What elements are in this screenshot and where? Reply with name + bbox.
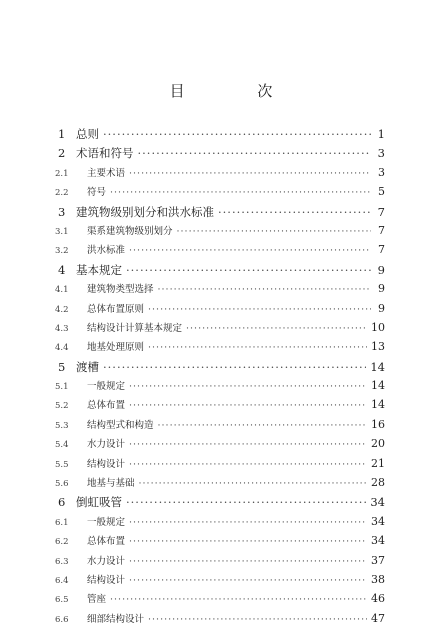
dot-leader (158, 420, 367, 431)
toc-entry-page: 7 (378, 243, 385, 257)
toc-entry-number: 5.1 (55, 382, 69, 393)
toc-entry-page: 9 (377, 262, 385, 277)
dot-leader (129, 556, 367, 567)
toc-entry-number: 6.3 (55, 556, 69, 567)
toc-entry-page: 13 (371, 340, 385, 354)
toc-entry-5-1[interactable] (55, 378, 385, 397)
toc-entry-number: 4 (58, 262, 66, 277)
toc-entry-page: 9 (378, 282, 385, 296)
toc-entry-page: 28 (371, 476, 385, 490)
toc-entry-title: 结构型式和构造 (87, 419, 154, 431)
toc-entry-number: 4.1 (55, 285, 69, 296)
toc-entry-page: 7 (377, 204, 385, 219)
toc-entry-page: 34 (371, 514, 385, 528)
toc-entry-title: 渠系建筑物级别划分 (87, 225, 173, 237)
toc-entry-6-4[interactable] (55, 572, 385, 591)
toc-entry-6-2[interactable] (55, 533, 385, 552)
toc-entry-5-4[interactable] (55, 436, 385, 455)
toc-entry-1[interactable] (55, 126, 385, 145)
dot-leader (126, 263, 371, 277)
toc-entry-5-2[interactable] (55, 397, 385, 416)
toc-entry-3-2[interactable] (55, 242, 385, 261)
toc-entry-title: 总体布置 (87, 400, 126, 412)
toc-entry-page: 7 (378, 223, 385, 237)
dot-leader (129, 459, 367, 470)
dot-leader (129, 245, 371, 256)
toc-entry-title: 结构设计 (87, 574, 126, 586)
toc-entry-page: 34 (371, 534, 385, 548)
toc-entry-3-1[interactable] (55, 223, 385, 242)
toc-entry-page: 14 (371, 379, 385, 393)
toc-entry-3[interactable] (55, 204, 385, 223)
dot-leader (103, 127, 371, 141)
toc-entry-page: 20 (371, 437, 385, 451)
toc-entry-5[interactable] (55, 359, 385, 378)
toc-entry-number: 4.2 (55, 304, 69, 315)
toc-entry-title: 地基与基础 (87, 478, 135, 490)
toc-entry-title: 总体布置原则 (87, 303, 145, 315)
dot-leader (129, 575, 367, 586)
toc-entry-number: 6.6 (55, 614, 69, 625)
dot-leader (110, 187, 371, 198)
toc-entry-title: 建筑物级别划分和洪水标准 (76, 204, 214, 219)
toc-entry-page: 21 (371, 456, 385, 470)
toc-entry-number: 1 (58, 127, 66, 141)
toc-entry-title: 管座 (87, 594, 107, 606)
toc-entry-page: 9 (378, 301, 385, 315)
toc-entry-number: 5.5 (55, 459, 69, 470)
toc-entry-2-2[interactable] (55, 184, 385, 203)
toc-entry-page: 14 (370, 359, 385, 374)
toc-entry-page: 34 (370, 495, 385, 510)
dot-leader (126, 495, 366, 509)
toc-entry-4-2[interactable] (55, 301, 385, 320)
toc-entry-title: 一般规定 (87, 381, 126, 393)
toc-entry-page: 38 (371, 572, 385, 586)
toc-entry-title: 建筑物类型选择 (87, 284, 154, 296)
dot-leader (129, 439, 367, 450)
toc-entry-title: 一般规定 (87, 516, 126, 528)
toc-entry-4-1[interactable] (55, 281, 385, 300)
toc-entry-4[interactable] (55, 262, 385, 281)
toc-entry-title: 主要术语 (87, 167, 126, 179)
toc-entry-page: 10 (371, 320, 385, 334)
toc-entry-title: 地基处理原则 (87, 342, 145, 354)
toc-entry-number: 5.3 (55, 420, 69, 431)
toc-entry-title: 总体布置 (87, 536, 126, 548)
toc-entry-page: 46 (371, 592, 385, 606)
dot-leader (129, 168, 371, 179)
toc-entry-4-4[interactable] (55, 339, 385, 358)
toc-entry-4-3[interactable] (55, 320, 385, 339)
toc-entry-6-5[interactable] (55, 591, 385, 610)
toc-entry-title: 结构设计计算基本规定 (87, 322, 183, 334)
toc-entry-title: 符号 (87, 187, 107, 199)
dot-leader (129, 536, 367, 547)
toc-entry-6[interactable] (55, 494, 385, 513)
toc-entry-page: 3 (377, 146, 385, 161)
toc-entry-number: 6.4 (55, 575, 69, 586)
dot-leader (139, 478, 367, 489)
toc-entry-5-5[interactable] (55, 456, 385, 475)
toc-entry-2[interactable] (55, 145, 385, 164)
toc-entry-number: 6.2 (55, 537, 69, 548)
toc-entry-title: 总则 (76, 127, 99, 141)
toc-entry-5-3[interactable] (55, 417, 385, 436)
dot-leader (186, 323, 367, 334)
toc-entry-title: 细部结构设计 (87, 613, 145, 625)
toc-entry-title: 渡槽 (76, 359, 99, 374)
toc-entry-number: 5.4 (55, 440, 69, 451)
dot-leader (129, 517, 367, 528)
toc-entry-number: 2.1 (55, 168, 69, 179)
toc-entry-page: 14 (371, 398, 385, 412)
toc-entry-page: 37 (371, 553, 385, 567)
dot-leader (148, 614, 367, 625)
toc-entry-5-6[interactable] (55, 475, 385, 494)
toc-entry-number: 5.2 (55, 401, 69, 412)
toc-entry-6-1[interactable] (55, 514, 385, 533)
toc-entry-number: 6 (58, 495, 66, 510)
dot-leader (129, 400, 367, 411)
toc-entry-number: 3 (58, 204, 66, 219)
toc-entry-6-6[interactable] (55, 611, 385, 630)
toc-entry-page: 1 (377, 127, 385, 141)
dot-leader (110, 594, 367, 605)
toc-entry-number: 4.4 (55, 343, 69, 354)
dot-leader (177, 226, 371, 237)
toc-entry-number: 5.6 (55, 479, 69, 490)
dot-leader (138, 146, 372, 160)
toc-entry-title: 结构设计 (87, 458, 126, 470)
toc-entry-page: 16 (371, 417, 385, 431)
dot-leader (129, 381, 367, 392)
dot-leader (103, 360, 366, 374)
table-of-contents (55, 126, 385, 630)
toc-entry-title: 洪水标准 (87, 245, 126, 257)
toc-entry-number: 2 (58, 146, 66, 161)
toc-entry-title: 倒虹吸管 (76, 495, 122, 510)
toc-entry-page: 3 (378, 165, 385, 179)
toc-entry-number: 6.5 (55, 595, 69, 606)
dot-leader (148, 304, 371, 315)
dot-leader (218, 205, 371, 219)
toc-entry-2-1[interactable] (55, 165, 385, 184)
dot-leader (158, 284, 371, 295)
toc-entry-page: 5 (378, 185, 385, 199)
dot-leader (148, 342, 367, 353)
toc-entry-number: 2.2 (55, 188, 69, 199)
toc-entry-number: 4.3 (55, 323, 69, 334)
toc-entry-6-3[interactable] (55, 553, 385, 572)
page-title: 目 次 (169, 82, 307, 100)
toc-entry-title: 水力设计 (87, 439, 126, 451)
toc-entry-title: 水力设计 (87, 555, 126, 567)
toc-entry-number: 5 (58, 359, 66, 374)
toc-entry-number: 3.1 (55, 226, 69, 237)
toc-entry-title: 术语和符号 (76, 146, 134, 161)
toc-entry-title: 基本规定 (76, 262, 122, 277)
toc-entry-number: 3.2 (55, 246, 69, 257)
toc-entry-number: 6.1 (55, 517, 69, 528)
toc-entry-page: 47 (371, 611, 385, 625)
